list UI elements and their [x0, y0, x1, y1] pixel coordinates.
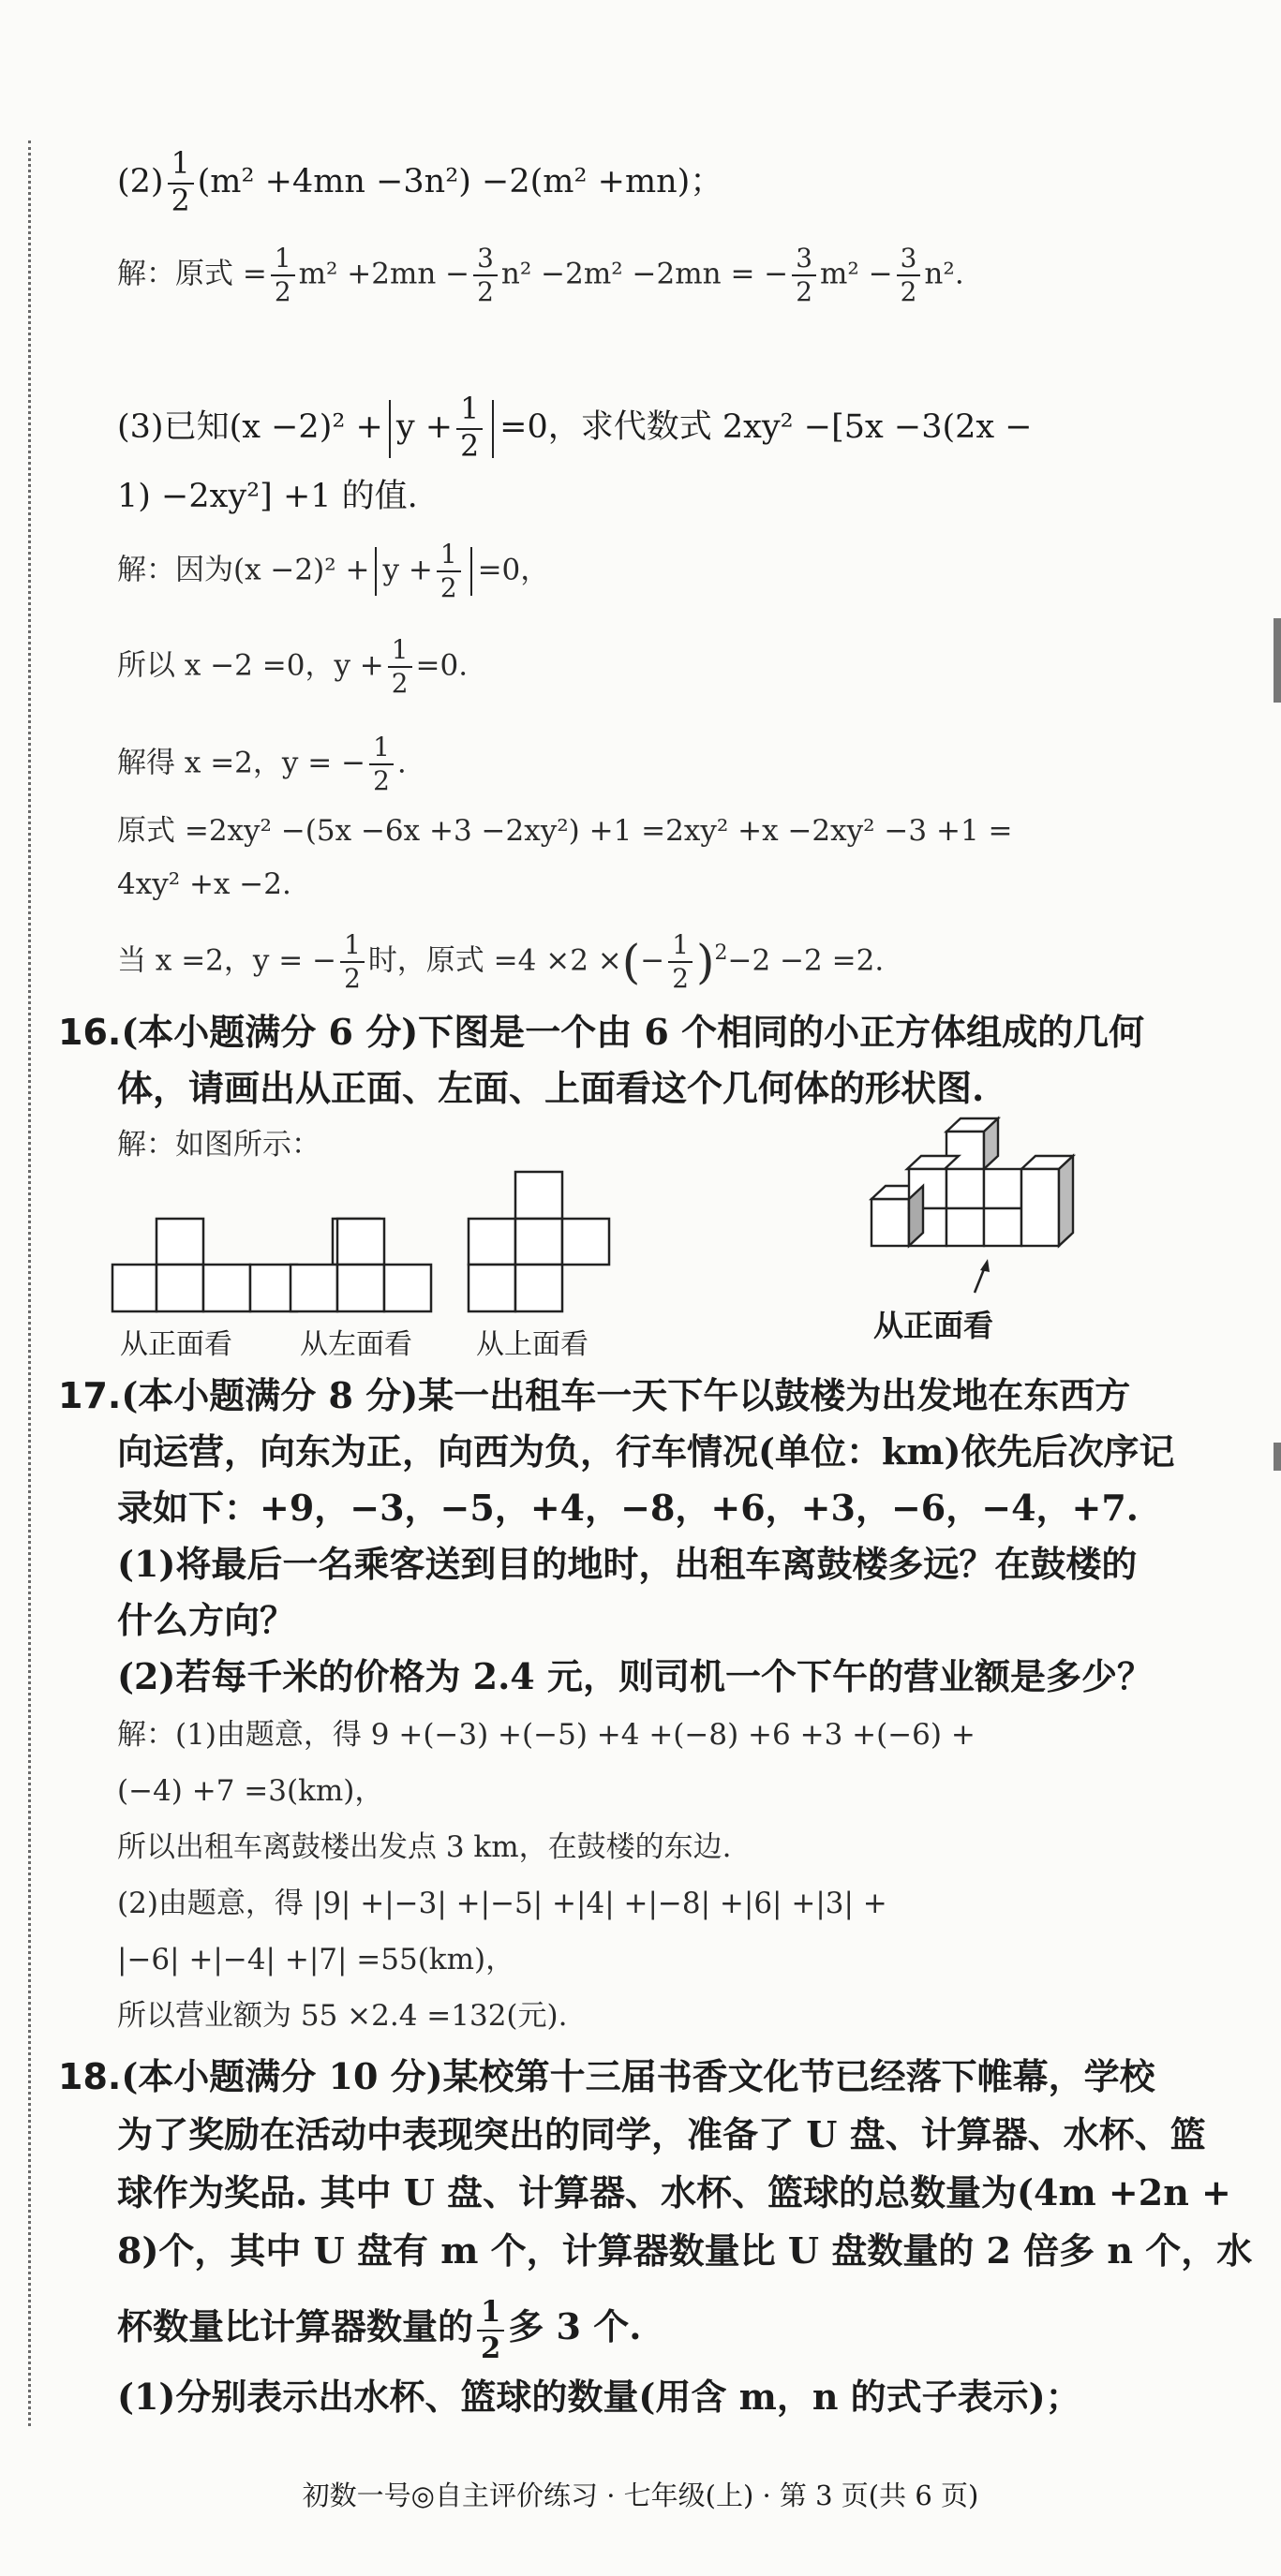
caption-front-view: 从正面看: [120, 1328, 232, 1361]
part2-solution: 解：原式 = $\frac{1}{2}$ m² +2mn − $\frac{3}{2}$ n² −2m² −2mn = − $\frac{3}{2}$ m² − $\frac{3}{2}$ n².: [117, 243, 964, 307]
binding-margin-line: [28, 141, 31, 2426]
edge-mark: [1274, 1443, 1281, 1471]
q17-sol4: (2)由题意，得 |9| +|−3| +|−5| +|4| +|−8| +|6| +|3| +: [117, 1887, 887, 1920]
left-view-drawing: [286, 1208, 445, 1340]
q17-q1-cont: 什么方向？: [117, 1599, 296, 1641]
edge-mark: [1274, 618, 1281, 703]
caption-left-view: 从左面看: [300, 1328, 412, 1361]
q17-sol3: 所以出租车离鼓楼出发点 3 km，在鼓楼的东边.: [117, 1830, 732, 1864]
q18-line1: 18.(本小题满分 10 分)某校第十三届书香文化节已经落下帷幕，学校: [58, 2055, 1155, 2097]
q17-sol2: (−4) +7 =3(km)，: [117, 1774, 384, 1808]
caption-top-view: 从上面看: [476, 1328, 588, 1361]
part3-step1: 解：因为(x −2)² + y + $\frac{1}{2}$ =0，: [117, 539, 550, 603]
part3-question-line2: 1) −2xy²] +1 的值.: [117, 478, 418, 515]
q17-sol1: 解：(1)由题意，得 9 +(−3) +(−5) +4 +(−8) +6 +3 +(−6) +: [117, 1718, 976, 1752]
fraction: $\frac{1}{2}$: [168, 150, 194, 216]
part3-step6: 当 x =2，y = − $\frac{1}{2}$ 时，原式 =4 ×2 ×(− $\frac{1}{2}$ )$^2$−2 −2 =2.: [117, 929, 885, 994]
page-footer: 初数一号◎自主评价练习 · 七年级(上) · 第 3 页(共 6 页): [302, 2480, 979, 2511]
q17-sol5: |−6| +|−4| +|7| =55(km)，: [117, 1943, 515, 1976]
q17-q2: (2)若每千米的价格为 2.4 元，则司机一个下午的营业额是多少？: [117, 1655, 1153, 1697]
q16-line2: 体，请画出从正面、左面、上面看这个几何体的形状图.: [117, 1067, 985, 1109]
q18-q1: (1)分别表示出水杯、篮球的数量(用含 m，n 的式子表示)；: [117, 2376, 1081, 2418]
q17-line3: 录如下：+9，−3，−5，+4，−8，+6，+3，−6，−4，+7.: [117, 1487, 1139, 1529]
q17-line2: 向运营，向东为正，向西为负，行车情况(单位：km)依先后次序记: [117, 1430, 1175, 1473]
q17-sol6: 所以营业额为 55 ×2.4 =132(元).: [117, 1999, 568, 2033]
part3-step4: 原式 =2xy² −(5x −6x +3 −2xy²) +1 =2xy² +x −2xy² −3 +1 =: [117, 814, 1013, 848]
part2-question: (2) $\frac{1}{2}$ (m² +4mn −3n²) −2(m² +mn)；: [117, 147, 723, 218]
part3-step3: 解得 x =2，y = − $\frac{1}{2}$ .: [117, 732, 407, 796]
q16-solution: 解：如图所示：: [117, 1128, 320, 1162]
q16-line1: 16.(本小题满分 6 分)下图是一个由 6 个相同的小正方体组成的几何: [58, 1011, 1145, 1053]
q18-line2: 为了奖励在活动中表现突出的同学，准备了 U 盘、计算器、水杯、篮: [117, 2113, 1206, 2155]
q18-line5: 杯数量比计算器数量的 $\frac{1}{2}$ 多 3 个.: [117, 2295, 642, 2365]
part3-step5: 4xy² +x −2.: [117, 867, 291, 901]
q17-line1: 17.(本小题满分 8 分)某一出租车一天下午以鼓楼为出发地在东西方: [58, 1374, 1131, 1416]
q18-line4: 8)个，其中 U 盘有 m 个，计算器数量比 U 盘数量的 2 倍多 n 个，水: [117, 2229, 1253, 2272]
part3-question: (3)已知(x −2)² + y + $\frac{1}{2}$ =0，求代数式 2xy² −[5x −3(2x −: [117, 392, 1033, 464]
q18-line3: 球作为奖品. 其中 U 盘、计算器、水杯、篮球的总数量为(4m +2n +: [117, 2171, 1231, 2213]
part3-step2: 所以 x −2 =0，y + $\frac{1}{2}$ =0.: [117, 634, 469, 699]
q17-q1: (1)将最后一名乘客送到目的地时，出租车离鼓楼多远？在鼓楼的: [117, 1543, 1138, 1585]
caption-solid-front: 从正面看: [873, 1308, 994, 1343]
top-view-extra: [464, 1208, 623, 1340]
solid-cubes-drawing: [862, 1105, 1096, 1311]
